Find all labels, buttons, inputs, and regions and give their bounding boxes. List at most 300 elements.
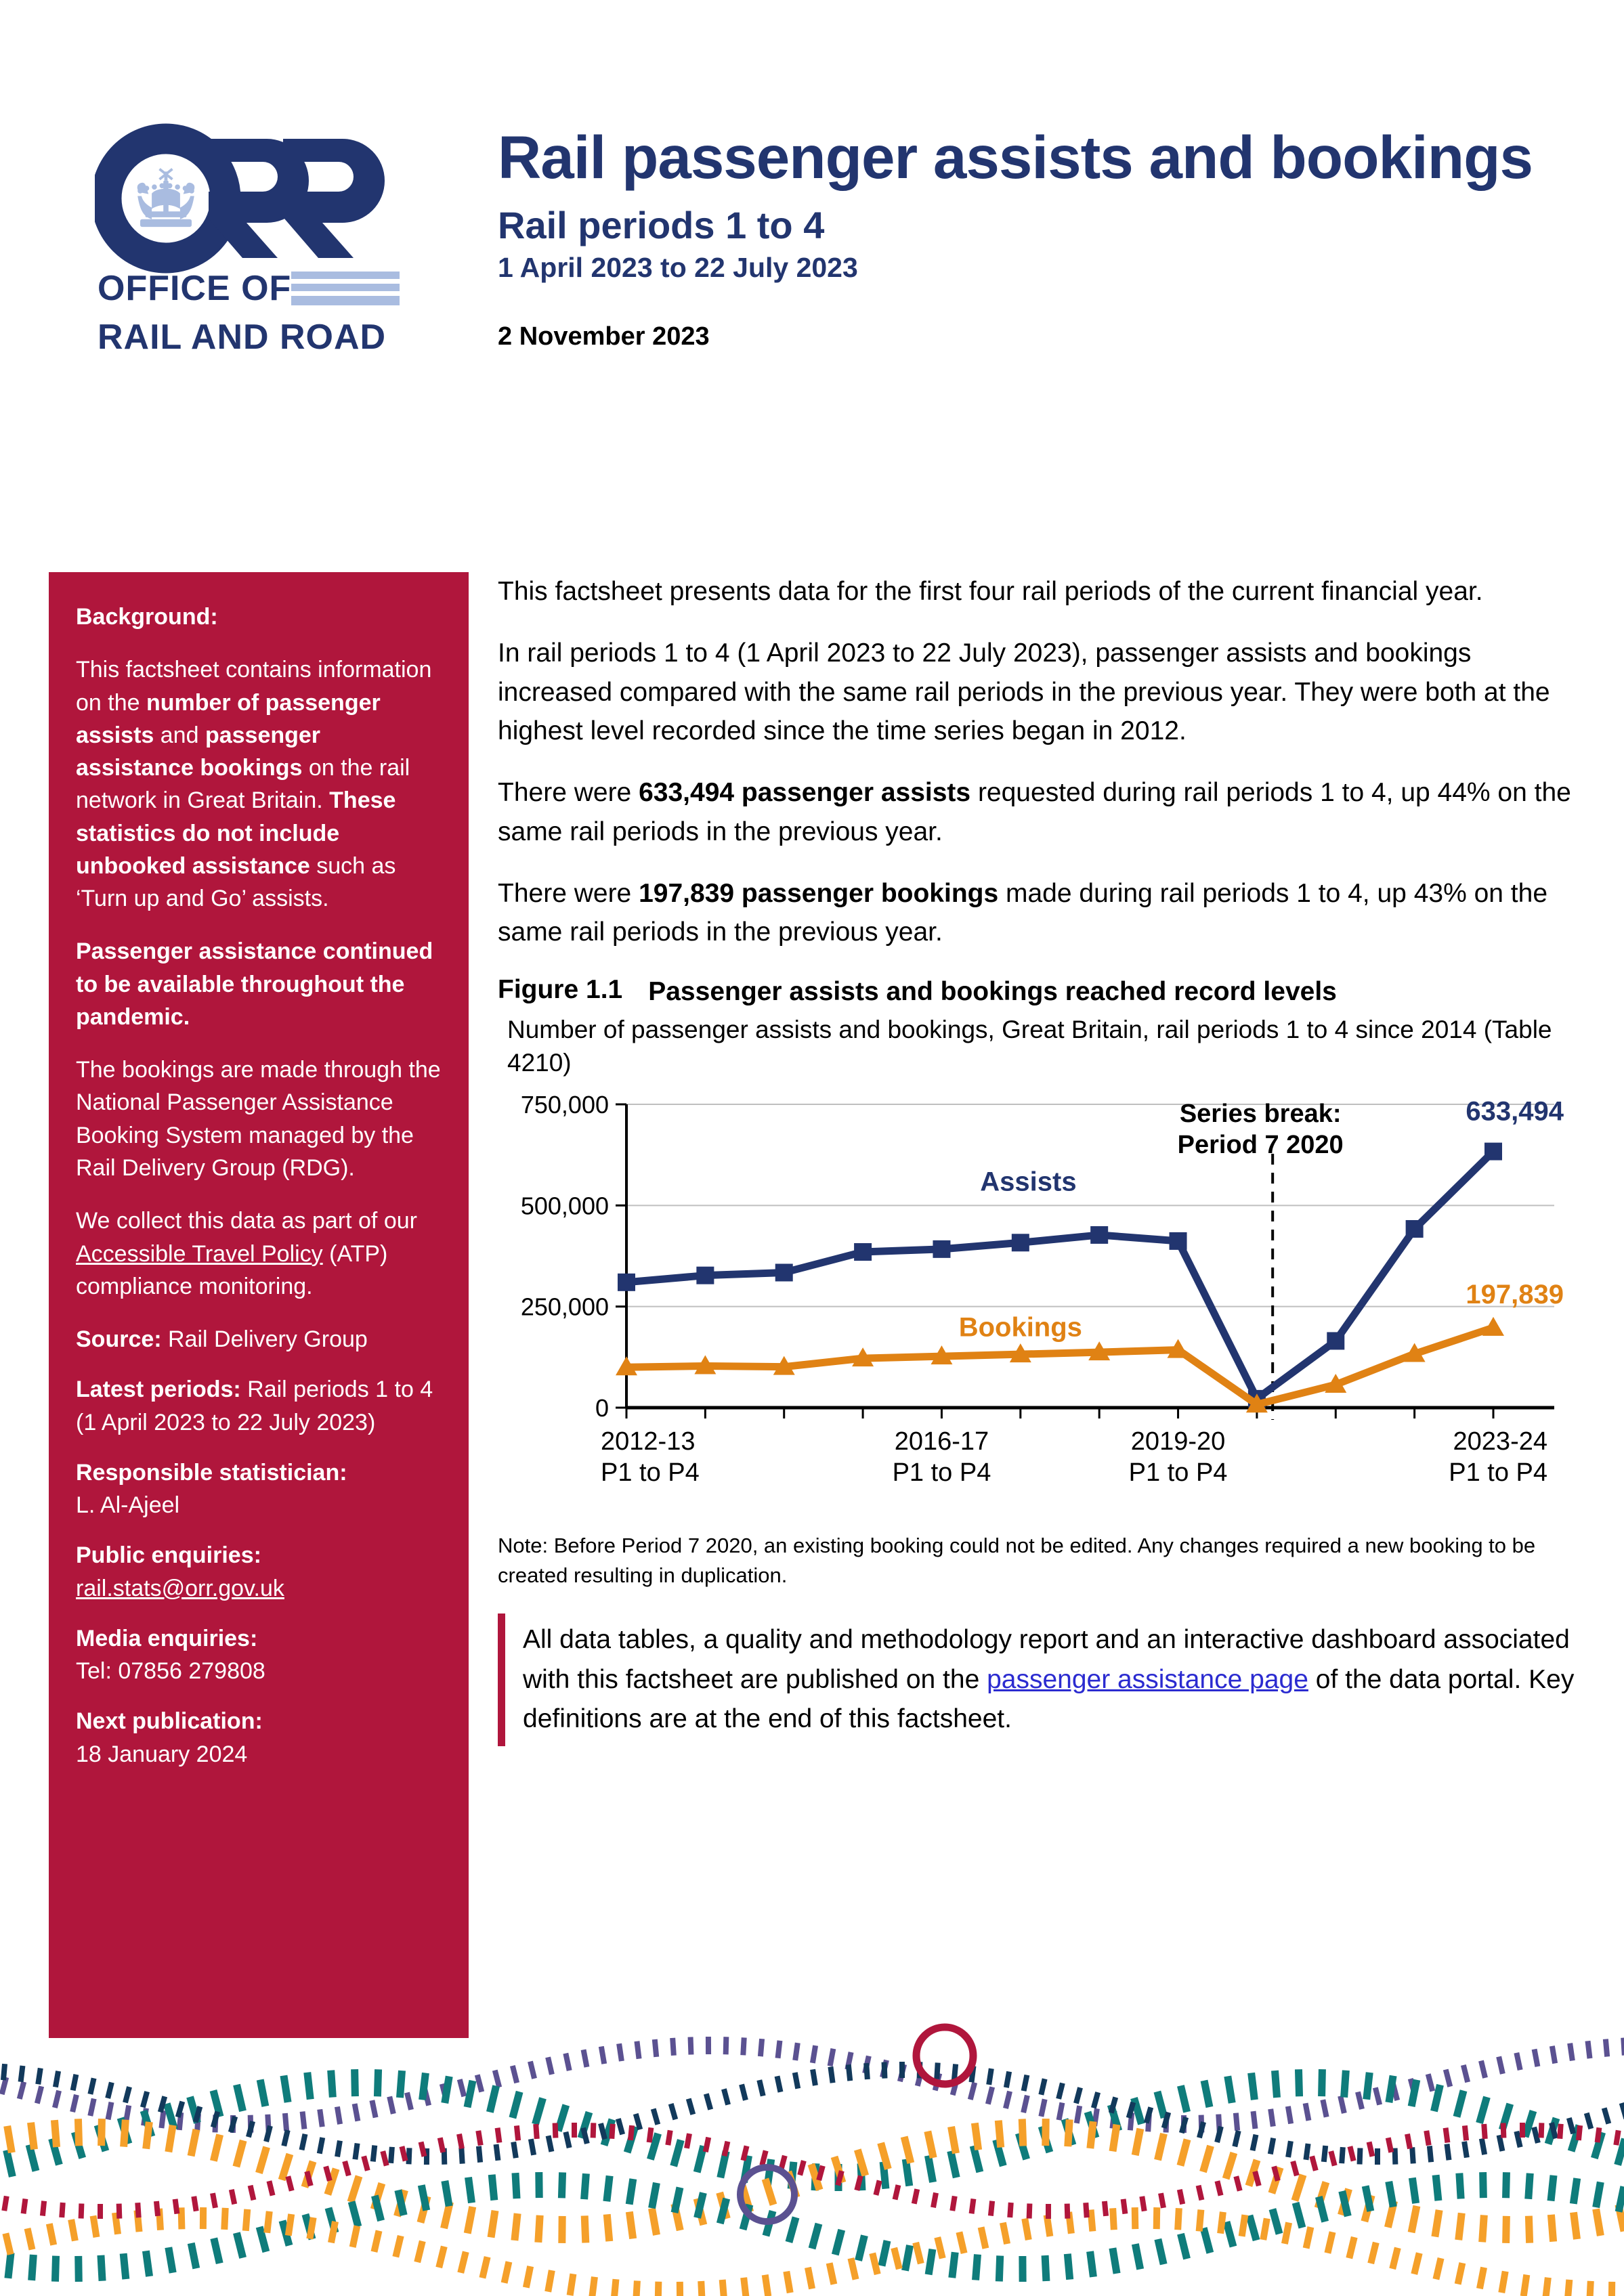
decorative-wave-band (0, 2012, 1624, 2296)
wave-dash (1432, 2175, 1443, 2201)
wave-dash (388, 2147, 395, 2164)
wave-dash (563, 2131, 572, 2148)
wave-dash (173, 2198, 180, 2214)
wave-dash (1246, 2215, 1260, 2242)
data-point-marker (1012, 1234, 1029, 1252)
wave-dash (511, 2142, 519, 2159)
wave-dash (786, 2216, 800, 2243)
page-subtitle-periods: Rail periods 1 to 4 (498, 204, 825, 247)
wave-dash (1443, 2127, 1451, 2143)
wave-dash (969, 2198, 977, 2214)
x-axis-tick-label: P1 to P4 (892, 1458, 991, 1488)
wave-dash (1309, 2155, 1318, 2171)
wave-dash (1021, 2075, 1030, 2092)
wave-dash (221, 2208, 228, 2230)
wave-dash (1000, 2222, 1010, 2245)
assists-p-c: requested during rail periods 1 to 4, up 44% on the same rail periods in the previous year. (498, 778, 1571, 846)
wave-dash (404, 2092, 414, 2110)
wave-dash (810, 2045, 818, 2064)
wave-dash (762, 2274, 771, 2296)
wave-dash (501, 2261, 513, 2283)
wave-dash (1479, 2138, 1487, 2155)
x-axis-tick-label: 2019-20 (1130, 1427, 1226, 1456)
wave-dash (648, 2182, 660, 2209)
wave-dash (1348, 2146, 1356, 2161)
wave-dash (210, 2238, 223, 2264)
wave-dash (303, 2072, 314, 2100)
figure-title: Passenger assists and bookings reached record levels (648, 976, 1337, 1006)
wave-dash (652, 2039, 659, 2058)
wave-dash (1091, 2092, 1101, 2108)
wave-dash (1386, 2137, 1394, 2152)
wave-dash (1445, 2144, 1452, 2161)
y-axis-tick-label: 750,000 (520, 1091, 609, 1119)
next-publication-value: 18 January 2024 (76, 1741, 248, 1767)
wave-dash (1102, 2201, 1109, 2217)
wave-dash (1233, 2113, 1240, 2131)
wave-dash (335, 2106, 343, 2125)
wave-dash (46, 2223, 57, 2245)
wave-dash (901, 2245, 914, 2271)
wave-dash (1481, 2124, 1487, 2139)
wave-dash (28, 2255, 37, 2281)
sidebar-media-enquiries (76, 1622, 442, 1688)
wave-dash (544, 2270, 555, 2292)
data-point-marker (1327, 1333, 1344, 1350)
wave-dash (1570, 2178, 1581, 2204)
wave-dash (511, 2213, 521, 2241)
wave-dash (534, 2215, 543, 2243)
wave-dash (514, 2125, 521, 2141)
figure-number: Figure 1.1 (498, 974, 623, 1004)
wave-dash (79, 2203, 85, 2218)
wave-dash (1411, 2252, 1422, 2274)
wave-dash (978, 2226, 989, 2249)
wave-dash (1224, 2076, 1235, 2104)
sb4-a: We collect this data as part of our (76, 1208, 417, 1234)
wave-dash (342, 2161, 351, 2176)
wave-dash (912, 2188, 920, 2204)
wave-dash (1083, 2203, 1089, 2217)
wave-dash (1271, 2071, 1281, 2098)
wave-dash (878, 2240, 891, 2266)
wave-dash (854, 2148, 869, 2176)
wave-dash (317, 2109, 324, 2127)
sb4-b: (ATP) compliance monitoring. (76, 1240, 388, 1299)
wave-dash (1443, 2069, 1453, 2087)
wave-dash (142, 2251, 153, 2277)
wave-dash (476, 2146, 483, 2163)
wave-dash (267, 2180, 276, 2196)
wave-dash (1462, 2125, 1469, 2141)
wave-dash (457, 2251, 469, 2273)
wave-dash (300, 2111, 307, 2129)
wave-dash (1003, 2091, 1012, 2109)
wave-dash (1542, 2277, 1552, 2296)
media-enquiries-label: Media enquiries: (76, 1625, 258, 1651)
wave-dash (1592, 2182, 1604, 2208)
wave-dash (1498, 2271, 1508, 2293)
wave-dash (1520, 2274, 1531, 2296)
callout-paragraph (523, 1620, 1581, 1739)
wave-dash (634, 2041, 641, 2059)
wave-dash (956, 2232, 968, 2254)
wave-dash (494, 2144, 501, 2161)
wave-dash (1291, 2173, 1307, 2201)
wave-dash (1021, 2095, 1030, 2113)
wave-dash (616, 2118, 625, 2135)
wave-dash (603, 2175, 613, 2202)
wave-dash (210, 2192, 218, 2208)
wave-dash (1328, 2150, 1337, 2166)
wave-dash (1223, 2221, 1237, 2248)
x-axis-tick-label: P1 to P4 (1128, 1458, 1228, 1488)
main-content (498, 572, 1581, 1746)
wave-dash (985, 2086, 995, 2104)
wave-dash (1232, 2130, 1241, 2147)
data-point-marker (696, 1267, 714, 1284)
wave-dash (1027, 2203, 1033, 2218)
sb1-c: and (154, 722, 205, 748)
wave-dash (1295, 2069, 1303, 2096)
wave-dash (633, 2280, 641, 2296)
wave-dash (1496, 2056, 1505, 2075)
wave-dash (18, 2065, 26, 2082)
wave-dash (1550, 2045, 1558, 2064)
wave-dash (4, 2252, 14, 2278)
wave-dash (1201, 2080, 1214, 2108)
wave-dash (1524, 2173, 1533, 2199)
wave-dash (70, 2074, 79, 2091)
assists-paragraph (498, 773, 1581, 851)
wave-dash (877, 2142, 891, 2169)
sidebar-paragraph-3: The bookings are made through the National Passenger Assistance Booking System managed by the Rail Delivery Group (RDG). (76, 1057, 441, 1181)
wave-dash (492, 2070, 502, 2088)
wave-dash (317, 2137, 325, 2154)
wave-dash (1455, 2213, 1465, 2240)
wave-dash (233, 2140, 247, 2167)
wave-dash (1431, 2209, 1443, 2237)
media-enquiries-value: Tel: 07856 279808 (76, 1658, 265, 1685)
wave-dash (1121, 2198, 1128, 2214)
wave-dash (374, 2069, 382, 2096)
wave-dash (848, 2257, 859, 2280)
wave-dash (74, 2256, 83, 2282)
wave-dash (105, 2082, 114, 2099)
wave-dash (1603, 2039, 1610, 2057)
wave-dash (191, 2196, 198, 2211)
wave-dash (475, 2074, 484, 2092)
sidebar-public-enquiries (76, 1539, 442, 1605)
wave-dash (242, 2209, 251, 2231)
wave-dash (98, 2204, 103, 2219)
wave-dash (599, 2046, 607, 2064)
wave-dash (581, 2050, 590, 2068)
wave-dash (1385, 2181, 1396, 2207)
wave-dash (1566, 2117, 1576, 2134)
wave-dash (739, 2084, 748, 2101)
wave-dash (511, 2173, 520, 2199)
wave-dash (229, 2189, 237, 2205)
wave-dash (846, 2064, 853, 2081)
bookings-p-figure: 197,839 passenger bookings (639, 878, 999, 908)
x-axis-tick-label: 2012-13 (601, 1427, 696, 1456)
wave-dash (684, 2133, 692, 2148)
wave-dash (211, 2111, 220, 2128)
sidebar-paragraph-4 (76, 1205, 442, 1303)
wave-band-svg (0, 2012, 1624, 2296)
wave-dash (1514, 2052, 1522, 2071)
background-sidebar (49, 572, 469, 2038)
wave-dash (68, 2219, 79, 2241)
wave-dash (263, 2125, 273, 2142)
wave-dash (1174, 2208, 1182, 2230)
wave-dash (70, 2094, 79, 2113)
wave-dash (1478, 2215, 1488, 2243)
wave-dash (352, 2143, 360, 2160)
wave-dash (465, 2177, 475, 2203)
wave-dash (1461, 2064, 1470, 2083)
wave-dash (458, 2147, 465, 2163)
wave-dash (1233, 2175, 1242, 2191)
wave-dash (1340, 2070, 1350, 2098)
wave-dash (891, 2247, 902, 2270)
wave-dash (1608, 2282, 1615, 2296)
assists-p-figure: 633,494 passenger assists (639, 778, 971, 808)
wave-dash (925, 2249, 937, 2275)
wave-dash (756, 2079, 765, 2096)
wave-dash (758, 2039, 765, 2057)
assists-p-a: There were (498, 778, 639, 808)
wave-dash (523, 2266, 534, 2288)
figure-subtitle: Number of passenger assists and bookings, Great Britain, rail periods 1 to 4 since 2014 (Table 4210) (507, 1015, 1552, 1077)
wave-dash (1502, 2172, 1510, 2198)
wave-dash (1320, 2099, 1329, 2117)
wave-dash (545, 2056, 555, 2075)
wave-dash (996, 2255, 1004, 2281)
wave-dash (1269, 2208, 1283, 2235)
wave-dash (1007, 2203, 1013, 2217)
wave-dash (567, 2274, 577, 2296)
wave-dash (810, 2069, 818, 2086)
wave-dash (1268, 2108, 1276, 2127)
wave-dash (1177, 2233, 1191, 2260)
wave-dash (1303, 2103, 1312, 2121)
wave-dash (1285, 2106, 1294, 2124)
wave-dash (934, 2062, 940, 2079)
wave-dash (1074, 2106, 1082, 2124)
wave-dash (535, 2172, 542, 2198)
wave-dash (135, 2203, 141, 2217)
wave-dash (248, 2185, 257, 2201)
wave-dash (1109, 2247, 1120, 2274)
wave-dash (805, 2267, 815, 2289)
wave-dash (1315, 2196, 1329, 2223)
sb1-f: These statistics do not include unbooked assistance (76, 787, 396, 879)
wave-dash (1290, 2161, 1299, 2176)
wave-dash (282, 2113, 289, 2131)
source-value: Rail Delivery Group (161, 1326, 368, 1353)
series-break-annotation: Period 7 2020 (1177, 1131, 1344, 1160)
wave-dash (572, 2123, 577, 2138)
wave-dash (1375, 2148, 1380, 2165)
data-point-marker (1170, 1232, 1187, 1250)
wave-dash (797, 2160, 806, 2175)
wave-dash (51, 2256, 60, 2282)
public-enquiries-label: Public enquiries: (76, 1542, 261, 1569)
wave-dash (97, 2255, 106, 2281)
wave-dash (510, 2065, 519, 2083)
data-point-marker (1090, 1226, 1108, 1244)
wave-dash (1132, 2243, 1144, 2270)
bookings-paragraph (498, 874, 1581, 952)
wave-dash (1424, 2130, 1431, 2146)
wave-dash (200, 2207, 207, 2229)
wave-dash (1196, 2185, 1205, 2201)
wave-dash (488, 2174, 498, 2201)
wave-dash (703, 2137, 711, 2152)
wave-dash (257, 2079, 269, 2106)
wave-dash (255, 2146, 270, 2173)
wave-dash (1239, 2214, 1249, 2236)
wave-dash (396, 2071, 406, 2098)
wave-dash (616, 2043, 624, 2062)
wave-dash (1153, 2207, 1161, 2229)
wave-dash (123, 2086, 132, 2103)
wave-dash (723, 2037, 729, 2054)
wave-dash (611, 2279, 620, 2296)
wave-dash (1250, 2134, 1259, 2151)
wave-dash (651, 2108, 660, 2125)
wave-dash (116, 2203, 123, 2218)
wave-dash (1144, 2106, 1153, 2123)
data-point-marker (854, 1243, 872, 1261)
public-enquiries-email-link[interactable]: rail.stats@orr.gov.uk (76, 1575, 284, 1601)
wave-dash (893, 2184, 901, 2200)
wave-dash (1476, 2096, 1491, 2124)
summary-paragraph: In rail periods 1 to 4 (1 April 2023 to 22 July 2023), passenger assists and bookings increased compared with the same rail periods in the previous year. They were both at the highest level recorded since the time series began in 2012. (498, 638, 1550, 745)
wave-dash (1346, 2236, 1357, 2259)
wave-dash (1408, 2205, 1421, 2233)
wave-dash (370, 2145, 377, 2162)
wave-dash (1318, 2069, 1326, 2096)
wave-dash (1, 2196, 9, 2211)
wave-dash (688, 2037, 694, 2054)
wave-dash (154, 2201, 161, 2217)
wave-dash (281, 2129, 290, 2146)
wave-dash (826, 2262, 838, 2284)
passenger-assistance-page-link[interactable]: passenger assistance page (987, 1664, 1308, 1694)
wave-dash (1367, 2142, 1375, 2157)
wave-dash (972, 2254, 981, 2280)
wave-dash (1479, 2172, 1487, 2198)
wave-dash (1154, 2133, 1168, 2161)
sb1-g: such as ‘Turn up and Go’ assists. (76, 852, 396, 912)
data-point-marker (618, 1274, 635, 1291)
wave-dash (1038, 2078, 1047, 2095)
y-axis-tick-label: 0 (595, 1394, 609, 1423)
bookings-series-label: Bookings (958, 1312, 1082, 1343)
wave-dash (931, 2192, 939, 2208)
callout-a: All data tables, a quality and methodology report and an interactive dashboard associated with this factsheet are published on the (523, 1625, 1570, 1694)
wave-dash (899, 2062, 905, 2078)
wave-dash (1064, 2253, 1073, 2280)
wave-dash (1461, 2141, 1470, 2158)
wave-dash (369, 2100, 378, 2118)
wave-dash (1592, 2209, 1604, 2236)
accessible-travel-policy-link[interactable]: Accessible Travel Policy (76, 1240, 323, 1267)
wave-dash (1158, 2192, 1166, 2208)
wave-dash (671, 2187, 684, 2213)
wave-dash (1373, 2087, 1382, 2105)
wave-dash (327, 2070, 337, 2098)
wave-dash (670, 2038, 677, 2056)
wave-dash (233, 2232, 247, 2259)
wave-dash (1215, 2180, 1224, 2196)
sidebar-paragraph-1 (76, 653, 442, 915)
data-point-marker (1406, 1220, 1424, 1238)
statistician-label: Responsible statistician: (76, 1459, 347, 1486)
wave-dash (228, 2116, 238, 2133)
wave-dash (1584, 2113, 1594, 2129)
wave-dash (1501, 2123, 1507, 2138)
wave-dash (1177, 2138, 1191, 2166)
wave-dash (1086, 2251, 1097, 2277)
wave-dash (1109, 2096, 1118, 2113)
wave-dash (17, 2081, 26, 2100)
wave-dash (762, 2178, 777, 2205)
wave-dash (558, 2216, 565, 2243)
wave-dash (1426, 2073, 1435, 2092)
wave-dash (158, 2110, 166, 2129)
sidebar-source (76, 1323, 442, 1356)
wave-dash (1019, 2256, 1026, 2282)
wave-dash (263, 2211, 272, 2233)
wave-dash (1478, 2060, 1488, 2079)
wave-dash (437, 2137, 446, 2152)
wave-dash (677, 2282, 683, 2296)
wave-dash (775, 2040, 783, 2058)
wave-dash (698, 2281, 706, 2296)
wave-dash (347, 2175, 363, 2203)
wave-dash (740, 2277, 750, 2296)
data-tables-callout (498, 1613, 1581, 1746)
data-point-marker (775, 1264, 793, 1282)
wave-dash (392, 2235, 404, 2257)
wave-dash (1056, 2083, 1065, 2100)
wave-dash (1260, 2218, 1270, 2240)
wave-dash (1621, 2037, 1624, 2055)
wave-dash (1567, 2043, 1575, 2061)
wave-dash (246, 2121, 255, 2138)
wave-dash (456, 2133, 465, 2149)
wave-dash (832, 2229, 845, 2256)
wave-dash (361, 2155, 370, 2171)
wave-dash (924, 2155, 937, 2183)
logo-office-of-text: OFFICE OF (98, 269, 292, 308)
wave-dash (988, 2201, 995, 2216)
wave-dash (21, 2198, 28, 2214)
wave-dash (464, 2206, 476, 2234)
wave-dash (1557, 2124, 1563, 2139)
sb1-b: number of passenger assists (76, 689, 381, 748)
x-axis-tick-label: P1 to P4 (601, 1458, 700, 1488)
wave-dash (721, 2088, 731, 2105)
wave-dash (1433, 2257, 1445, 2280)
wave-dash (371, 2230, 383, 2252)
wave-dash (648, 2208, 660, 2236)
wave-dash (1357, 2148, 1363, 2164)
